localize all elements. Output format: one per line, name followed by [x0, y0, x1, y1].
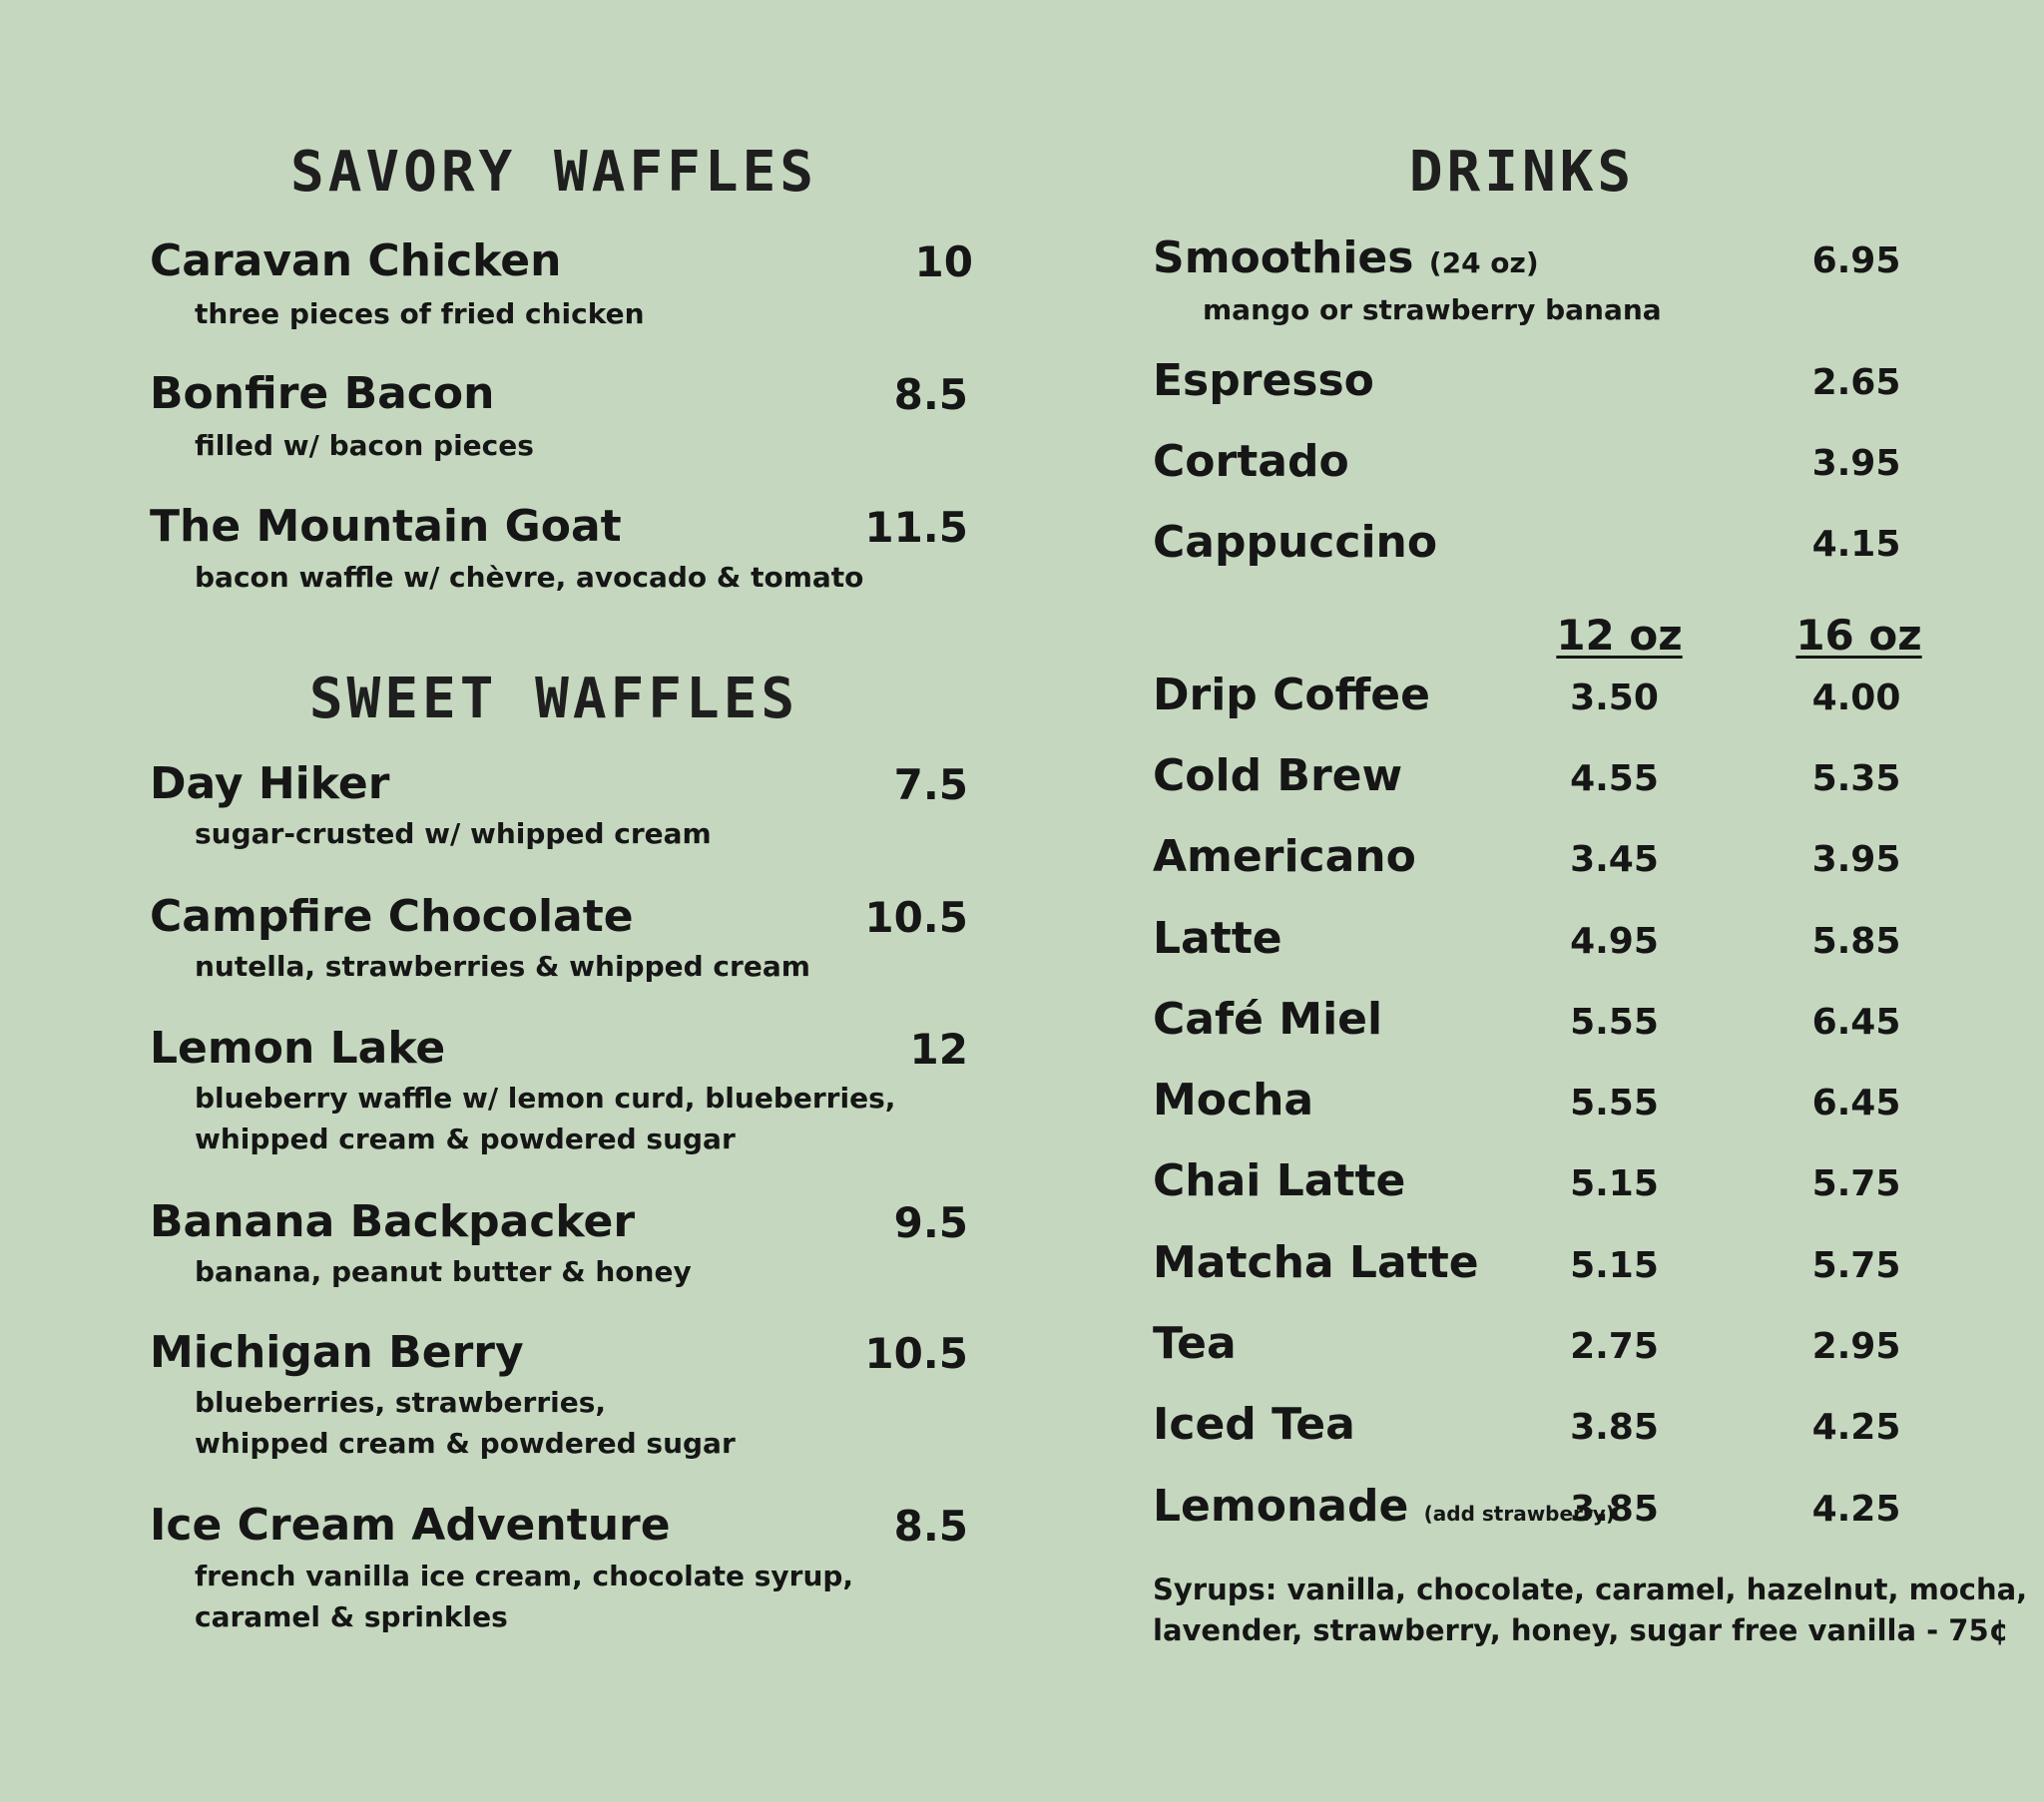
drink-name-text: Smoothies	[1153, 232, 1414, 283]
item-name: Day Hiker	[150, 758, 390, 809]
drink-price-12oz: 5.55	[1570, 1002, 1659, 1043]
drink-name: Chai Latte	[1153, 1155, 1406, 1206]
sweet-waffles-heading: SWEET WAFFLES	[308, 667, 799, 731]
size-header-16oz: 16 oz	[1795, 611, 1922, 660]
drink-price-16oz: 4.00	[1811, 677, 1901, 718]
drink-name: Mocha	[1153, 1075, 1314, 1126]
drink-name: Americano	[1153, 831, 1416, 882]
drink-name: Café Miel	[1153, 994, 1383, 1045]
item-description-line-1: blueberries, strawberries,	[195, 1386, 607, 1419]
item-name: Banana Backpacker	[150, 1196, 636, 1247]
drink-addon-note: (add strawberry)	[1423, 1502, 1615, 1526]
drink-price-12oz: 4.95	[1570, 921, 1659, 962]
item-description: bacon waffle w/ chèvre, avocado & tomato	[195, 561, 864, 594]
item-description: banana, peanut butter & honey	[195, 1255, 692, 1288]
drink-name	[1153, 232, 1539, 283]
drink-price-16oz: 5.75	[1811, 1245, 1901, 1286]
syrups-note-line-2: lavender, strawberry, honey, sugar free vanilla - 75¢	[1153, 1613, 2009, 1647]
item-price: 10.5	[864, 1329, 968, 1378]
item-price: 9.5	[893, 1198, 968, 1247]
drink-price-12oz: 3.50	[1570, 677, 1659, 718]
drink-price-16oz: 4.25	[1811, 1489, 1901, 1530]
drink-name: Drip Coffee	[1153, 670, 1430, 720]
drink-price-12oz: 2.75	[1570, 1326, 1659, 1367]
item-price: 7.5	[893, 760, 968, 809]
drink-name: Cappuccino	[1153, 517, 1438, 568]
item-description-line-2: caramel & sprinkles	[195, 1600, 508, 1633]
item-description: nutella, strawberries & whipped cream	[195, 950, 810, 983]
syrups-note-line-1: Syrups: vanilla, chocolate, caramel, hazelnut, mocha,	[1153, 1573, 2028, 1606]
item-price: 10	[914, 237, 973, 286]
drink-price: 6.95	[1811, 240, 1901, 281]
drink-price-16oz: 2.95	[1811, 1326, 1901, 1367]
drink-price-12oz: 3.85	[1570, 1489, 1659, 1530]
drink-description: mango or strawberry banana	[1203, 293, 1662, 326]
item-price: 8.5	[893, 370, 968, 419]
item-price: 10.5	[864, 893, 968, 942]
drink-name: Cold Brew	[1153, 750, 1403, 801]
item-name: The Mountain Goat	[150, 501, 622, 552]
item-price: 11.5	[864, 503, 968, 552]
item-name: Michigan Berry	[150, 1327, 524, 1378]
drink-price-12oz: 3.45	[1570, 839, 1659, 880]
drink-price-16oz: 5.85	[1811, 921, 1901, 962]
drink-price-12oz: 5.15	[1570, 1163, 1659, 1204]
drink-price-16oz: 3.95	[1811, 839, 1901, 880]
item-name: Bonfire Bacon	[150, 368, 495, 419]
drink-price-12oz: 3.85	[1570, 1407, 1659, 1448]
size-header-12oz: 12 oz	[1556, 611, 1683, 660]
item-name: Ice Cream Adventure	[150, 1500, 671, 1551]
drink-price-16oz: 5.75	[1811, 1163, 1901, 1204]
drink-price-16oz: 6.45	[1811, 1083, 1901, 1124]
item-description-line-2: whipped cream & powdered sugar	[195, 1427, 736, 1460]
drink-price: 3.95	[1811, 443, 1901, 484]
drinks-heading: DRINKS	[1408, 140, 1636, 205]
drink-price-16oz: 5.35	[1811, 758, 1901, 799]
drink-name: Latte	[1153, 913, 1282, 964]
drink-name: Tea	[1153, 1318, 1237, 1369]
item-price: 8.5	[893, 1502, 968, 1551]
drink-name-text: Lemonade	[1153, 1481, 1409, 1532]
drink-name: Cortado	[1153, 436, 1349, 487]
drink-price: 4.15	[1811, 524, 1901, 565]
drink-name: Iced Tea	[1153, 1399, 1355, 1450]
drink-price-12oz: 4.55	[1570, 758, 1659, 799]
item-description: filled w/ bacon pieces	[195, 429, 534, 462]
item-price: 12	[909, 1025, 968, 1074]
item-description-line-1: blueberry waffle w/ lemon curd, blueberries,	[195, 1082, 896, 1115]
savory-waffles-heading: SAVORY WAFFLES	[289, 140, 817, 205]
item-description-line-2: whipped cream & powdered sugar	[195, 1123, 736, 1155]
item-description-line-1: french vanilla ice cream, chocolate syrup,	[195, 1560, 854, 1592]
drink-price-12oz: 5.55	[1570, 1083, 1659, 1124]
drink-price-16oz: 4.25	[1811, 1407, 1901, 1448]
drink-price: 2.65	[1811, 362, 1901, 403]
item-name: Campfire Chocolate	[150, 891, 634, 942]
item-name: Lemon Lake	[150, 1023, 446, 1074]
drink-name: Matcha Latte	[1153, 1237, 1479, 1288]
drink-price-12oz: 5.15	[1570, 1245, 1659, 1286]
item-description: three pieces of fried chicken	[195, 297, 645, 330]
drink-name: Espresso	[1153, 355, 1374, 406]
item-name: Caravan Chicken	[150, 235, 562, 286]
drink-price-16oz: 6.45	[1811, 1002, 1901, 1043]
item-description: sugar-crusted w/ whipped cream	[195, 817, 712, 850]
drink-size-note: (24 oz)	[1428, 246, 1539, 279]
